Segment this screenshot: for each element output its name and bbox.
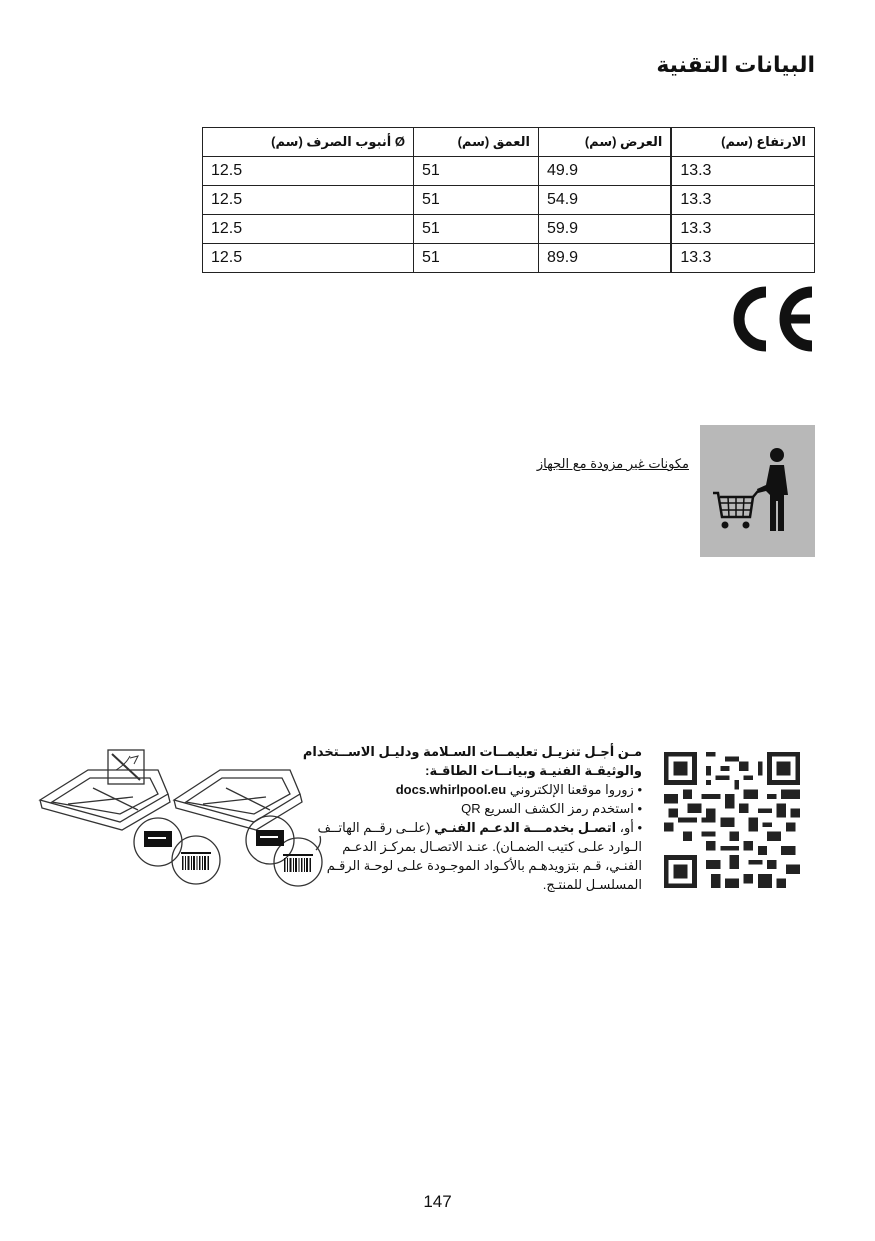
header-width: العرض (سم)	[538, 128, 671, 157]
cell-depth: 51	[413, 215, 538, 244]
accessories-note: مكونات غير مزودة مع الجهاز	[536, 456, 689, 471]
header-height: الارتفاع (سم)	[671, 128, 814, 157]
table-row	[203, 186, 815, 215]
cell-depth: 51	[413, 244, 538, 273]
instructions-item-website	[330, 780, 642, 799]
accessory-box	[700, 425, 815, 557]
cell-duct: 12.5	[203, 215, 414, 244]
page-title: البيانات التقنية	[656, 52, 815, 77]
cell-height: 13.3	[671, 244, 814, 273]
cell-height: 13.3	[671, 157, 814, 186]
cell-duct: 12.5	[203, 157, 414, 186]
cell-width: 89.9	[538, 244, 671, 273]
cell-height: 13.3	[671, 186, 814, 215]
support-rest: (علــى رقــم الهاتــف	[317, 820, 431, 835]
cell-height: 13.3	[671, 215, 814, 244]
instructions-item-support	[317, 818, 642, 837]
instructions-heading-2: والوثيقـة الفنيـة وبيانــات الطاقـة:	[425, 763, 642, 778]
cell-depth: 51	[413, 186, 538, 215]
instructions-line-6: المسلسـل للمنتـج.	[542, 877, 642, 892]
instructions-heading-1: مـن أجـل تنزيـل تعليمــات السـلامة ودليـل الاســتخدام	[302, 744, 642, 759]
cell-width: 54.9	[538, 186, 671, 215]
table-row	[203, 157, 815, 186]
shopping-cart-person-icon	[700, 425, 815, 557]
table-row	[203, 215, 815, 244]
support-service: اتصـل بخدمـــة الدعـم الفنـي	[434, 820, 617, 835]
cell-depth: 51	[413, 157, 538, 186]
table-row	[203, 244, 815, 273]
cell-duct: 12.5	[203, 186, 414, 215]
cell-width: 49.9	[538, 157, 671, 186]
instructions-line-5: الفنـي، قـم بتزويدهـم بالأكـواد الموجـودة علـى لوحـة الرقـم	[326, 858, 642, 873]
qr-code-icon[interactable]	[664, 752, 800, 888]
header-depth: العمق (سم)	[413, 128, 538, 157]
cell-width: 59.9	[538, 215, 671, 244]
support-prefix: • أو،	[619, 820, 642, 835]
website-link[interactable]: docs.whirlpool.eu	[395, 782, 507, 797]
table-header-row	[203, 128, 815, 157]
hood-rating-plate-illustration	[38, 742, 323, 892]
page-number: 147	[423, 1192, 452, 1211]
download-instructions	[302, 742, 642, 894]
website-label: • زوروا موقعنا الإلكتروني	[509, 782, 642, 797]
header-duct-diameter: Ø أنبوب الصرف (سم)	[203, 128, 414, 157]
instructions-line-4: الـوارد علـى كتيب الضمـان). عنـد الاتصـال بمركـز الدعـم	[342, 839, 642, 854]
instructions-item-qr: • استخدم رمز الكشف السريع QR	[461, 801, 642, 816]
spec-table	[202, 127, 815, 273]
cell-duct: 12.5	[203, 244, 414, 273]
ce-mark-icon	[726, 286, 816, 352]
